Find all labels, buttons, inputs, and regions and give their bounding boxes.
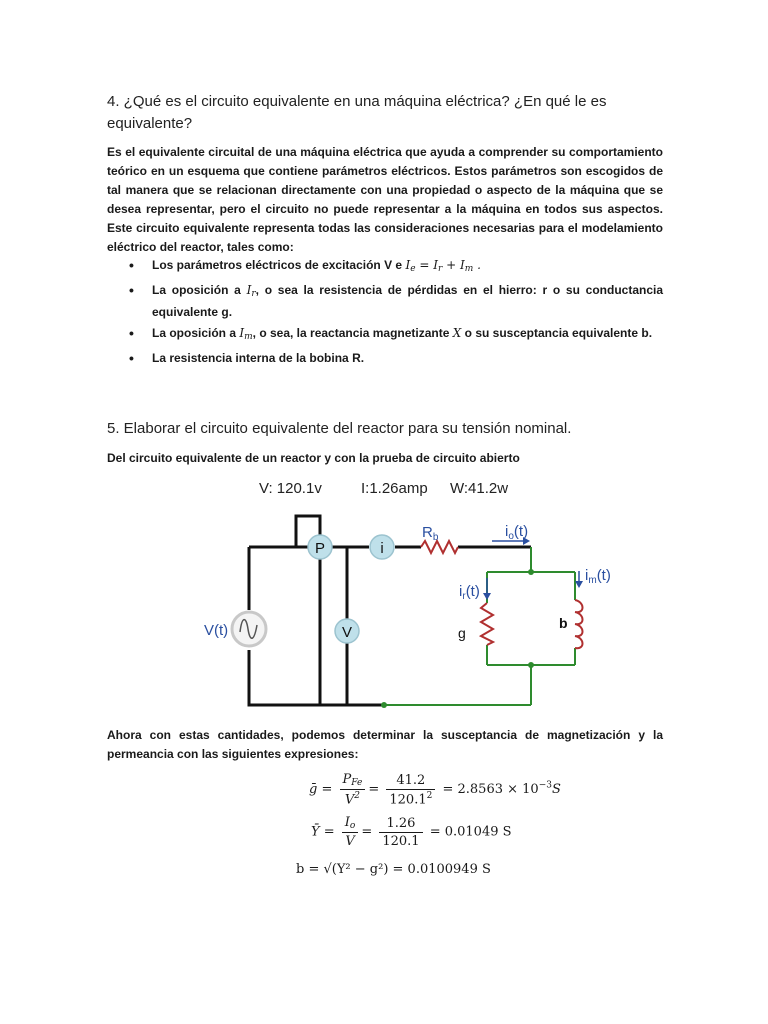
- susceptance-label: b: [559, 615, 568, 631]
- bullet-text: La resistencia interna de la bobina R.: [152, 351, 365, 365]
- math-x: X: [452, 326, 462, 340]
- im-label: $i_m(t)$: [585, 567, 611, 586]
- inductor-b: [575, 600, 583, 648]
- bullet-text: , o sea, la reactancia magnetizante: [252, 326, 450, 340]
- eq-g-frac2: [386, 773, 435, 807]
- question-5-subtitle: Del circuito equivalente de un reactor y con la prueba de circuito abierto: [107, 451, 520, 465]
- eq-g-num2: 41.2: [386, 773, 435, 790]
- bullet-text: o su susceptancia equivalente b.: [464, 326, 653, 340]
- rb-sub: b: [432, 532, 439, 543]
- rb-label: $R_b$: [422, 524, 439, 543]
- eq-g-result: = $2.8563 \times 10^{-3}S$: [442, 780, 561, 798]
- resistor-rb: [421, 541, 458, 553]
- eq-g-den2: 120.1$^2$: [389, 790, 433, 807]
- measurement-voltage: V: 120.1v: [259, 480, 322, 497]
- question-5-title: 5. Elaborar el circuito equivalente del reactor para su tensión nominal.: [107, 420, 572, 437]
- arrow-im: [575, 571, 583, 588]
- bullet-text: La oposición a: [152, 283, 241, 297]
- source-label: V(t): [204, 622, 229, 639]
- bullet-text: , o sea la resistencia de pérdidas en el hierro: r o su conductancia equivalente g.: [152, 283, 664, 319]
- bullet-text: Los parámetros eléctricos de excitación V e: [152, 258, 403, 272]
- ir-label: $i_r(t)$: [459, 583, 480, 602]
- eq-g-frac1: [340, 772, 366, 807]
- eq-y-num: $I_o$: [342, 815, 359, 833]
- conclusion-text: Ahora con estas cantidades, podemos determinar la susceptancia de magnetización y la permeancia con las siguientes expresiones:: [107, 728, 663, 761]
- eq-g-lhs: ḡ =: [309, 782, 333, 798]
- measurement-power: W:41.2w: [450, 480, 509, 497]
- equation-g: ḡ = $\frac{P_{Fe}}{V^2}$ = $\frac{41.2}{120.1^2}$ = $2.8563 \times 10^{-3}S$: [309, 772, 561, 808]
- eq-y-num2: 1.26: [379, 816, 422, 833]
- eq-y-den: V: [345, 834, 355, 849]
- bullet-text: La oposición a: [152, 326, 237, 340]
- eq-y-result: = 0.01049 S: [429, 824, 512, 840]
- eq-y-frac1: [342, 815, 359, 849]
- green-wires: [384, 547, 575, 705]
- measurement-current: I:1.26amp: [361, 480, 428, 497]
- ir-tail: (t): [465, 583, 480, 600]
- eq-y-lhs: Ȳ =: [311, 824, 335, 840]
- ac-source-icon: [232, 612, 266, 646]
- eq-y-den2: 120.1: [382, 833, 420, 849]
- eq-g-den: $V^2$: [344, 791, 360, 808]
- ammeter-label: i: [380, 540, 384, 557]
- math-ir: $I_r$: [246, 283, 256, 299]
- question-4-title: 4. ¿Qué es el circuito equivalente en una máquina eléctrica? ¿En qué le es equivalente?: [107, 93, 607, 132]
- equation-y: Ȳ = $\frac{I_o}{V}$ = $\frac{1.26}{120.1}$ = 0.01049 S: [311, 815, 512, 849]
- junction-node: [381, 702, 387, 708]
- voltmeter-label: V: [341, 624, 353, 641]
- io-sub: o: [508, 531, 514, 542]
- eq-y-frac2: [379, 816, 422, 849]
- io-tail: (t): [513, 523, 529, 540]
- ir-sub: r: [462, 591, 466, 602]
- conductance-label: g: [458, 625, 466, 641]
- eq-g-num: $P_{Fe}$: [340, 772, 366, 790]
- math-im: $I_m$: [239, 326, 253, 342]
- question-4-answer: Es el equivalente circuital de una máquina eléctrica que ayuda a comprender su comportamiento teórico en un esquema que contiene parámetros eléctricos. Estos parámetros son escogidos de tal manera que se relacionan directamente con una propiedad o aspecto de la máquina que se desea representar, pero el circuito no puede representar a la máquina en todos sus aspectos. Este circuito equivalente representa todas las consideraciones necesarias para el modelamiento eléctrico del reactor, tales como:: [107, 145, 663, 254]
- im-sub: m: [588, 575, 597, 586]
- wattmeter-label: P: [314, 540, 326, 557]
- arrow-ir: [483, 578, 491, 600]
- equation-b: b = √(Y² − g²) = 0.0100949 S: [296, 862, 491, 877]
- math-excitation: $I_e = I_r + I_m$ .: [405, 258, 481, 274]
- io-label: $i_o(t)$: [505, 523, 529, 542]
- resistor-g: [481, 603, 493, 645]
- junction-node: [528, 569, 534, 575]
- im-tail: (t): [596, 567, 611, 584]
- junction-node: [528, 662, 534, 668]
